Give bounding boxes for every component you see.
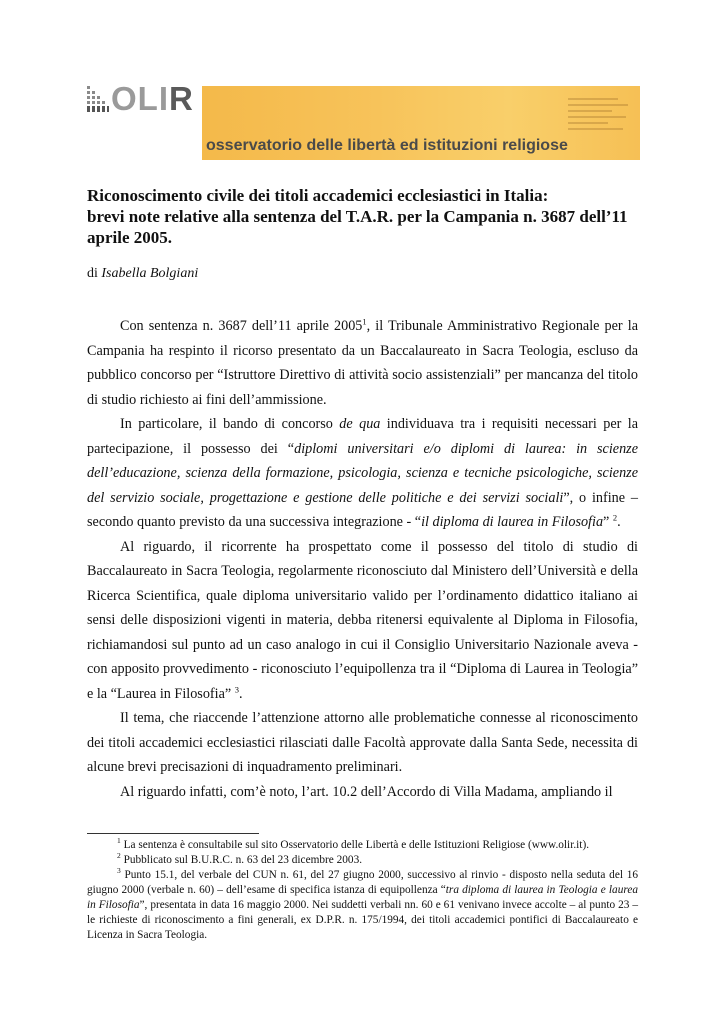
paragraph-1 xyxy=(87,314,638,412)
p2-text-c: ”, o infine – secondo quanto previsto da una successiva integrazione - “ xyxy=(87,489,638,530)
footnote-3-italic: tra diploma di laurea in Teologia e laurea in Filosofia xyxy=(87,884,638,911)
footnote-1-text: La sentenza è consultabile sul sito Osservatorio delle Libertà e delle Istituzioni Religiose (www.olir.it). xyxy=(120,839,590,851)
document-watermark-icon xyxy=(562,92,636,154)
article-body xyxy=(87,314,638,804)
footnote-2-number: 2 xyxy=(117,851,121,861)
footnote-2 xyxy=(87,853,638,868)
p3-text-b: . xyxy=(238,685,243,702)
footnote-ref-2: 2 xyxy=(612,512,618,523)
footnote-3-text-a: Punto 15.1, del verbale del CUN n. 61, del 27 giugno 2000, successivo al rinvio - disposto nella seduta del 16 giugno 2000 (verbale n. 60) – dell’esame di specifica istanza di equipollenza “ xyxy=(87,869,638,896)
footnote-1-number: 1 xyxy=(117,836,121,846)
p3-text-a: Al riguardo, il ricorrente ha prospettato come il possesso del titolo di studio di Baccalaureato in Sacra Teologia, regolarmente riconosciuto dal Ministero dell’Università e della Ricerca Scientifica, quale diploma universitario valido per l’ordinamento didattico italiano ai sensi delle disposizioni vigenti in materia, debba ritenersi equivalente al Diploma in Filosofia, richiamandosi sul punto ad un caso analogo in cui il Consiglio Universitario Nazionale aveva - con apposito provvedimento - riconosciuto l’equipollenza tra il “Diploma di Laurea in Teologia” e la “Laurea in Filosofia” xyxy=(87,538,638,702)
olir-logo-grid-icon xyxy=(87,86,109,112)
logo-part-2: R xyxy=(169,80,194,117)
footnote-3 xyxy=(87,868,638,943)
p2-italic-2: diplomi universitari e/o diplomi di laurea: in scienze dell’educazione, scienza della formazione, psicologia, scienza e tecniche psicologiche, scienze del servizio sociale, progettazione e gestione delle politiche e dei servizi sociali xyxy=(87,440,638,506)
p2-text-a: In particolare, il bando di concorso xyxy=(120,416,340,432)
banner-title: osservatorio delle libertà ed istituzioni religiose xyxy=(206,137,568,154)
footnote-2-text: Pubblicato sul B.U.R.C. n. 63 del 23 dicembre 2003. xyxy=(120,854,363,866)
paragraph-2 xyxy=(87,412,638,535)
footnote-ref-1: 1 xyxy=(362,316,367,327)
title-line-2: brevi note relative alla sentenza del T.A.R. per la Campania n. 3687 dell’11 aprile 2005. xyxy=(87,207,628,247)
author-line xyxy=(87,265,198,283)
header-banner xyxy=(202,86,640,160)
paragraph-5: Al riguardo infatti, com’è noto, l’art. 10.2 dell’Accordo di Villa Madama, ampliando il xyxy=(120,783,613,800)
p2-italic-1: de qua xyxy=(339,416,381,432)
author-name: Isabella Bolgiani xyxy=(101,266,199,281)
p2-text-e: . xyxy=(617,514,621,530)
paragraph-3 xyxy=(87,535,638,707)
p2-text-b: individuava tra i requisiti necessari per la partecipazione, il possesso dei “ xyxy=(87,416,638,457)
p2-text-d: ” xyxy=(603,514,613,530)
paragraph-4: Il tema, che riaccende l’attenzione attorno alle problematiche connesse al riconoscimento dei titoli accademici ecclesiastici rilasciati dalle Facoltà approvate dalla Santa Sede, necessita di alcune brevi precisazioni di inquadramento preliminari. xyxy=(87,710,638,775)
footnote-3-number: 3 xyxy=(117,866,121,876)
olir-logo xyxy=(111,81,194,117)
logo-part-1: OLI xyxy=(111,80,169,117)
footnote-divider xyxy=(87,833,259,834)
footnote-ref-3: 3 xyxy=(234,683,239,694)
p2-italic-3: il diploma di laurea in Filosofia xyxy=(421,514,604,530)
article-title xyxy=(87,185,647,248)
footnotes xyxy=(87,838,638,943)
p1-text-b: , il Tribunale Amministrativo Regionale per la Campania ha respinto il ricorso presentato da un Baccalaureato in Sacra Teologia, escluso da pubblico concorso per “Istruttore Direttivo di attività socio assistenziali” per mancanza del titolo di studio richiesto ai fini dell’ammissione. xyxy=(87,318,638,408)
footnote-1 xyxy=(87,838,638,853)
title-line-1: Riconoscimento civile dei titoli accademici ecclesiastici in Italia: xyxy=(87,186,549,205)
p1-text-a: Con sentenza n. 3687 dell’11 aprile 2005 xyxy=(120,318,363,334)
author-prefix: di xyxy=(87,266,98,281)
footnote-3-text-b: ”, presentata in data 16 maggio 2000. Nei suddetti verbali nn. 60 e 61 venivano invece accolte – al punto 23 – le richieste di riconoscimento a fini generali, ex D.P.R. n. 175/1994, dei titoli accademici pontifici di Baccalaureato e Licenza in Sacra Teologia. xyxy=(87,899,638,941)
